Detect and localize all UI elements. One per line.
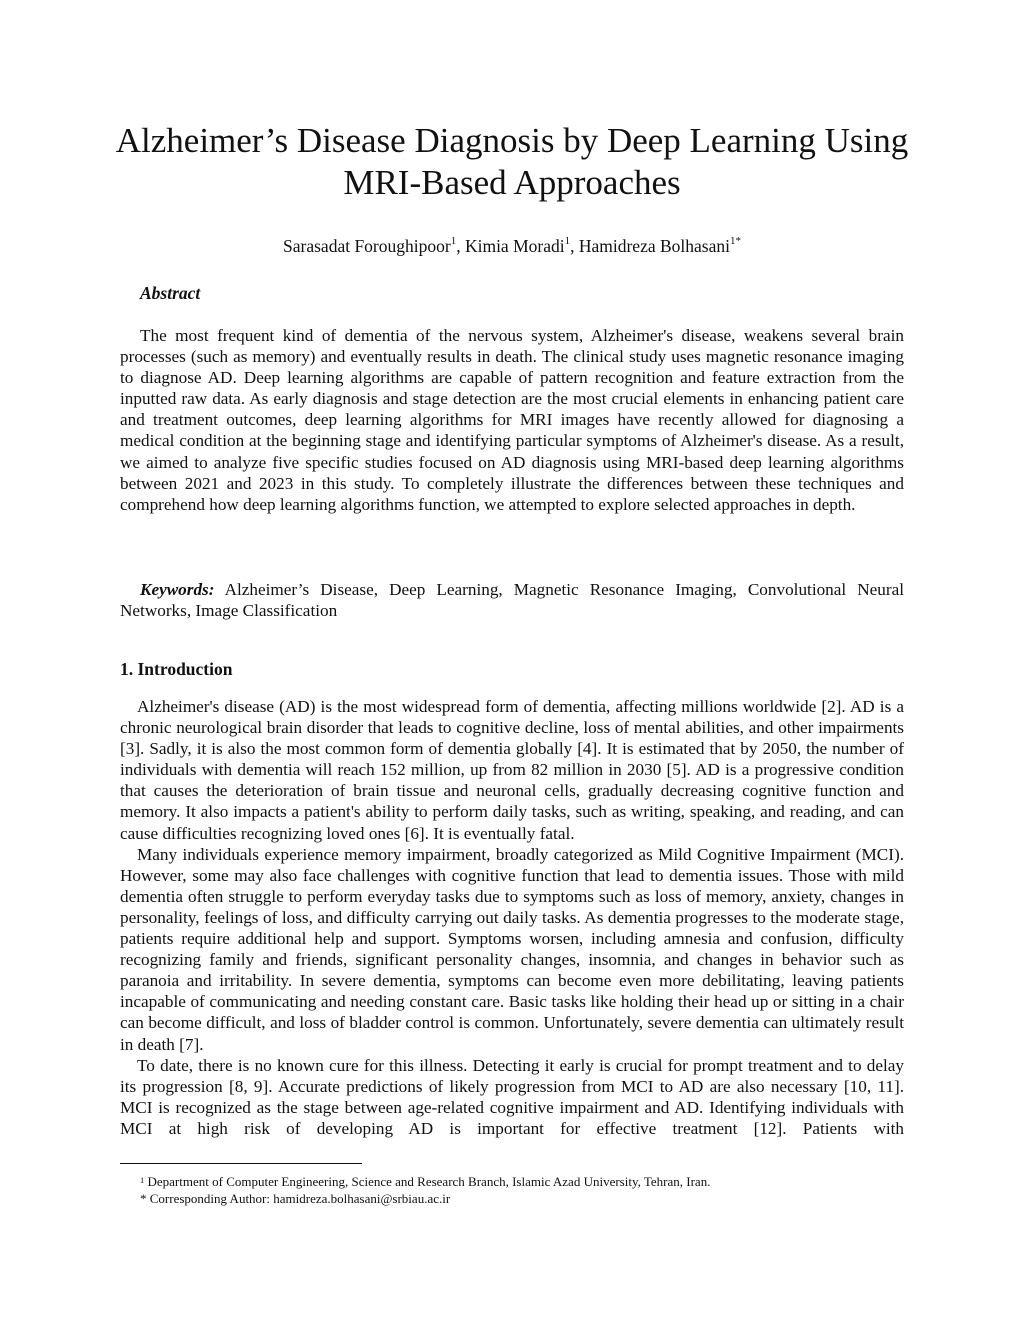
keywords-text: Alzheimer’s Disease, Deep Learning, Magnetic Resonance Imaging, Convolutional Neural Networks, Image Classification xyxy=(120,580,904,621)
author-separator: , xyxy=(570,236,579,256)
footnote-corresponding-author: * Corresponding Author: hamidreza.bolhasani@srbiau.ac.ir xyxy=(140,1190,451,1206)
intro-paragraph: To date, there is no known cure for this illness. Detecting it early is crucial for prompt treatment and to delay its progression [8, 9]. Accurate predictions of likely progression from MCI to AD are also necessary [10, 11]. MCI is recognized as the stage between age-related cognitive impairment and AD. Identifying individuals with MCI at high risk of developing AD is important for effective treatment [12]. Patients with xyxy=(120,1055,904,1138)
footnote-affiliation xyxy=(140,1174,920,1191)
intro-paragraph: Many individuals experience memory impairment, broadly categorized as Mild Cognitive Impairment (MCI). However, some may also face challenges with cognitive function that lead to dementia issues. Those with mild dementia often struggle to perform everyday tasks due to symptoms such as loss of memory, anxiety, changes in personality, feelings of loss, and difficulty carrying out daily tasks. As dementia progresses to the moderate stage, patients require additional help and support. Symptoms worsen, including amnesia and confusion, difficulty recognizing family and friends, significant personality changes, insomnia, and changes in behavior such as paranoia and irritability. In severe dementia, symptoms can become even more debilitating, leaving patients incapable of communicating and needing constant care. Basic tasks like holding their head up or sitting in a chair can become difficult, and loss of bladder control is common. Unfortunately, severe dementia can ultimately result in death [7]. xyxy=(120,844,904,1054)
author-list xyxy=(100,234,924,258)
footnote-divider xyxy=(120,1163,362,1164)
paper-title-line-2: MRI-Based Approaches xyxy=(343,163,681,202)
author-affiliation-mark: 1 xyxy=(450,235,457,247)
footnote-affiliation-text: Department of Computer Engineering, Science and Research Branch, Islamic Azad University, Tehran, Iran. xyxy=(144,1174,711,1189)
footnote-mark: 1 xyxy=(140,1175,145,1185)
paper-title xyxy=(100,120,924,204)
author-affiliation-mark: 1* xyxy=(729,235,741,247)
author-name: Sarasadat Foroughipoor xyxy=(283,236,451,256)
author-name: Hamidreza Bolhasani xyxy=(578,236,730,256)
keywords xyxy=(120,579,904,621)
keywords-label: Keywords: xyxy=(140,580,215,599)
footnotes xyxy=(140,1174,920,1207)
abstract-text: The most frequent kind of dementia of the nervous system, Alzheimer's disease, weakens several brain processes (such as memory) and eventually results in death. The clinical study uses magnetic resonance imaging to diagnose AD. Deep learning algorithms are capable of pattern recognition and feature extraction from the inputted raw data. As early diagnosis and stage detection are the most crucial elements in enhancing patient care and treatment outcomes, deep learning algorithms for MRI images have recently allowed for diagnosing a medical condition at the beginning stage and identifying particular symptoms of Alzheimer's disease. As a result, we aimed to analyze five specific studies focused on AD diagnosis using MRI-based deep learning algorithms between 2021 and 2023 in this study. To completely illustrate the differences between these techniques and comprehend how deep learning algorithms function, we attempted to explore selected approaches in depth. xyxy=(120,326,904,514)
author-separator: , xyxy=(456,236,465,256)
abstract-heading: Abstract xyxy=(140,283,201,303)
author-name: Kimia Moradi xyxy=(464,236,565,256)
introduction-body xyxy=(120,696,904,1139)
author-affiliation-mark: 1 xyxy=(564,235,571,247)
section-heading-introduction: 1. Introduction xyxy=(120,659,233,679)
intro-paragraph: Alzheimer's disease (AD) is the most widespread form of dementia, affecting millions worldwide [2]. AD is a chronic neurological brain disorder that leads to cognitive decline, loss of mental abilities, and other impairments [3]. Sadly, it is also the most common form of dementia globally [4]. It is estimated that by 2050, the number of individuals with dementia will reach 152 million, up from 82 million in 2030 [5]. AD is a progressive condition that causes the deterioration of brain tissue and neuronal cells, gradually decreasing cognitive function and memory. It also impacts a patient's ability to perform daily tasks, such as writing, speaking, and reading, and can cause difficulties recognizing loved ones [6]. It is eventually fatal. xyxy=(120,697,904,843)
paper-title-line-1: Alzheimer’s Disease Diagnosis by Deep Learning Using xyxy=(115,121,909,160)
